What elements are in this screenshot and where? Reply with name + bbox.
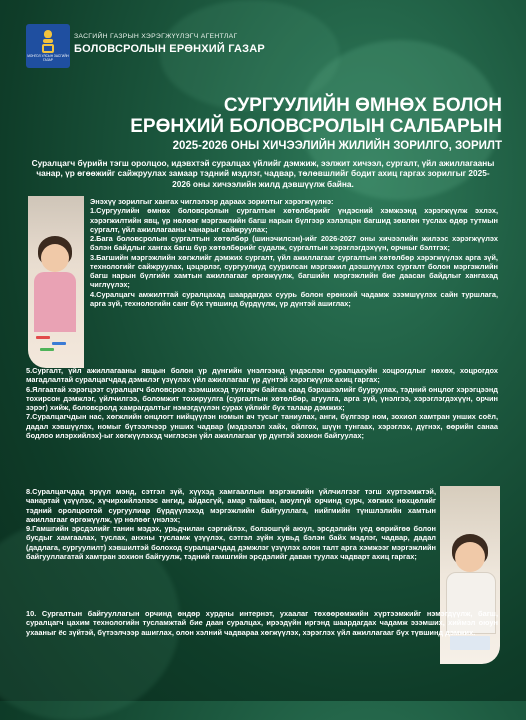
agency-subtitle: ЗАСГИЙН ГАЗРЫН ХЭРЭГЖҮҮЛЭГЧ АГЕНТЛАГ: [74, 33, 238, 40]
title-line-2: ЕРӨНХИЙ БОЛОВСРОЛЫН САЛБАРЫН: [130, 116, 502, 137]
goal-item-6: 6.Ялгаатай хэрэгцээт суралцагч боловсрол эзэмшихэд тулгарч байгаа саад бэрхшээлийг бууруулах, тэдний онцлог хэрэгцээнд тохирсон дэмжлэг, үйлчилгээ, боломжит тохируулга (сургалтын хөтөлбөр, агуулга, арга зүй, үнэлгээ, хэрэглэгдэхүүн, орчин зэрэг) хийж, боловсролд хамрагдалтыг нэмэгдүүлэн сурах үйлийг бүх талаар дэмжих;: [26, 384, 498, 412]
goal-item-5: 5.Сургалт, үйл ажиллагааны явцын болон үр дүнгийн үнэлгээнд үндэслэн суралцахуйн хоцрогдлыг нөхөх, хоцрогдох магадлалтай суралцагчдад дэмжлэг үзүүлэх үйл ажиллагааг үр дүнтэй хэрэгжүүлж ахиц гаргах;: [26, 366, 498, 385]
agency-name: БОЛОВСРОЛЫН ЕРӨНХИЙ ГАЗАР: [74, 43, 265, 55]
goals-block-4: [26, 609, 498, 637]
logo-caption: МОНГОЛ УЛСЫН ЗАСГИЙН ГАЗАР: [27, 53, 69, 62]
goal-item-9: 9.Гамшгийн эрсдэлийг танин мэдэх, урьдчилан сэргийлэх, болзошгүй аюул, эрсдэлийн үед өөрийгөө болон бусдыг хамгаалах, туслах, анхны тусламж үзүүлэх, сэтгэл зүйн хувьд бэлэн байх мэдлэг, чадвар, дадал (дадлага, сургуулилт) хэвшилтэй болоход суралцагчдад дэмжлэг үзүүлэх олон талт арга хэмжээг мэргэжлийн байгууллагатай хамтран зохион байгуулж, тэдний гамшгийн эрсдэлийг даван туулах чадварт ахиц гаргах;: [26, 524, 436, 561]
photo-girl-drawing: [28, 196, 84, 368]
intro-paragraph: Суралцагч бүрийн тэгш оролцоо, идэвхтэй суралцах үйлийг дэмжиж, ээлжит хичээл, сургалт, үйл ажиллагааны чанар, үр өгөөжийг сайжруулах замаар тэдний мэдлэг, чадвар, төлөвшлийг бодит ахиц гаргах зорилгыг 2025-2026 оны хичээлийн жилд дэвшүүлж байна.: [31, 158, 495, 189]
goal-item-7: 7.Суралцагчдын нас, хөгжлийн онцлогт нийцүүлэн номын ач тусыг таниулах, анги, бүлгээр ном, зохиол хамтран унших соёл, дадал хэвшүүлэх, номыг бүтээлчээр унших чадвар (мэдээлэл хайх, ойлгох, шүүн тунгаах, хэрэглэх, дүгнэх, өөрийн санаа бодлоо илэрхийлэх)-ыг хөгжүүлэхэд чиглэсэн үйл ажиллагааг үр дүнтэй зохион байгуулах;: [26, 412, 498, 440]
goals-block-1: [90, 197, 498, 308]
goals-block-3: [26, 487, 436, 561]
title-line-1: СУРГУУЛИЙН ӨМНӨХ БОЛОН: [223, 95, 502, 116]
goals-block-2: [26, 366, 498, 440]
title-line-3: 2025-2026 ОНЫ ХИЧЭЭЛИЙН ЖИЛИЙН ЗОРИЛГО, ЗОРИЛТ: [172, 140, 502, 152]
goal-item-2: 2.Бага боловсролын сургалтын хөтөлбөр (шинэчилсэн)-ийг 2026-2027 оны хичээлийн жилээс хэрэгжүүлэх бэлэн байдлыг хангах багш бүр хөтөлбөрийг судалж, сургалтын хэрэглэгдэхүүн, орчныг бэлтгэх;: [90, 234, 498, 253]
goal-item-10: 10. Сургалтын байгууллагын орчинд өндөр хурдны интернэт, ухаалаг төхөөрөмжийн хүртээмжийг нэмэгдүүлж, багш, суралцагч цахим технологийн тусламжтай бие даан суралцах, ирээдүйн иргэнд шаардагдах чадамж эзэмших, хиймэл оюун ухааныг ёс зүйтэй, бүтээлчээр ашиглах, олон хэлний чадвараа хөгжүүлэх, хэрэглэх үйл ажиллагааг бүх түвшинд дэмжих.: [26, 609, 498, 637]
goal-item-1: 1.Сургуулийн өмнөх боловсролын сургалтын хөтөлбөрийг үндэсний хэмжээнд хэрэгжүүлж эхлэх, хэрэгжилтийн явц, үр нөлөөг мэргэжлийн багш нарын бүлгээр хэлэлцэн багшид зөвлөн туслах өдөр тутмын сургалт, үйл ажиллагааны чанарыг сайжруулах;: [90, 206, 498, 234]
photo-girl-studying: [440, 486, 500, 664]
goal-item-8: 8.Суралцагчдад эрүүл мэнд, сэтгэл зүй, хүүхэд хамгааллын мэргэжлийн үйлчилгээг тэгш хүртээмжтэй, чанартай үзүүлэх, хүчирхийлэлээс ангид, айдасгүй, амар тайван, аюулгүй орчинд сурч, хөгжих нөхцөлийг тэдний оролцоотой сургуулиар бүрдүүлэхэд мэргэжлийн байгууллага, нийгмийн түншлэлийн хамтын ажиллагааг өргөжүүлж, үр нөлөөг үнэлэх;: [26, 487, 436, 524]
goal-item-4: 4.Суралцагч амжилттай суралцахад шаардагдах суурь болон ерөнхий чадамж эзэмшүүлэх сайн туршлага, арга зүй, технологийн санг бүх түвшинд бүрдүүлж, үр дүнтэй ашиглах;: [90, 289, 498, 308]
government-emblem: [26, 24, 70, 68]
soyombo-icon: [39, 30, 57, 54]
bg-glow: [160, 0, 340, 110]
poster-title: [130, 95, 502, 153]
goal-item-3: 3.Багшийн мэргэжлийн хөгжлийг дэмжих сургалт, үйл ажиллагааг сургалтын хөтөлбөр хэрэгжүүлэх арга зүй, технологийг сайжруулах, цэцэрлэг, сургуулиуд суурилсан мэргэжил дээшлүүлэх сургалт болон мэргэжлийн багш нарын бүлгийн хамтын ажиллагааг өргөжүүлж, багшийн мэргэжлийн бие даасан байдлыг хангахад чиглүүлэх;: [90, 252, 498, 290]
goals-lead: Энэхүү зорилгыг хангах чиглэлээр дараах зорилтыг хэрэгжүүлнэ:: [90, 197, 334, 206]
